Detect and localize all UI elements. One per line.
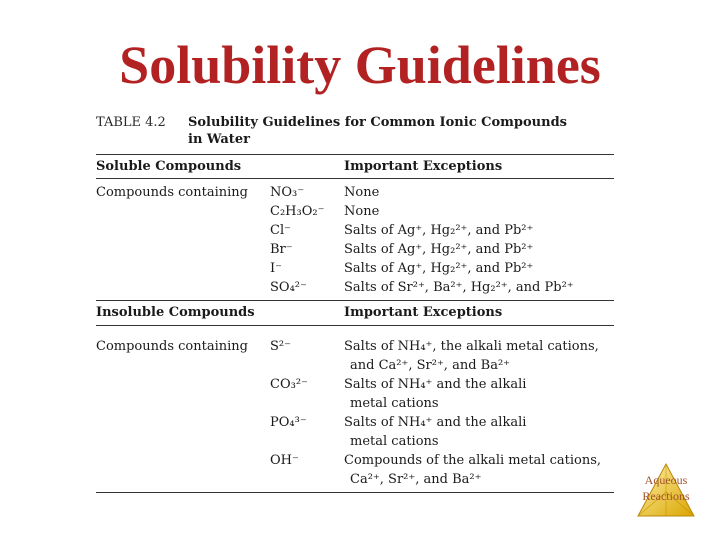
soluble-ion: Cl⁻	[270, 223, 291, 238]
table-caption-line-1: Solubility Guidelines for Common Ionic Compounds	[188, 115, 567, 130]
insoluble-exception-continued: Ca²⁺, Sr²⁺, and Ba²⁺	[350, 472, 482, 487]
insoluble-exception: Compounds of the alkali metal cations,	[344, 453, 601, 468]
soluble-exceptions-header: Important Exceptions	[344, 159, 503, 174]
badge-label-line-2: Reactions	[642, 489, 690, 503]
soluble-ion: I⁻	[270, 261, 282, 276]
soluble-header: Soluble Compounds	[96, 159, 242, 174]
soluble-group-label: Compounds containing	[96, 185, 248, 200]
badge-label-line-1: Aqueous	[644, 473, 688, 487]
table-rule-insoluble-header	[96, 325, 614, 326]
table-rule-top	[96, 154, 614, 155]
badge-label[interactable]	[630, 472, 702, 504]
insoluble-header: Insoluble Compounds	[96, 305, 255, 320]
table-rule-middle	[96, 300, 614, 301]
insoluble-ion: PO₄³⁻	[270, 415, 307, 430]
soluble-ion: Br⁻	[270, 242, 293, 257]
insoluble-ion: CO₃²⁻	[270, 377, 308, 392]
insoluble-exception: Salts of NH₄⁺ and the alkali	[344, 415, 527, 430]
table-caption	[96, 114, 567, 147]
slide-title: Solubility Guidelines	[119, 35, 601, 95]
soluble-exception: Salts of Ag⁺, Hg₂²⁺, and Pb²⁺	[344, 223, 534, 238]
soluble-exception: Salts of Ag⁺, Hg₂²⁺, and Pb²⁺	[344, 242, 534, 257]
table-rule-bottom	[96, 492, 614, 493]
insoluble-exception-continued: metal cations	[350, 434, 439, 449]
soluble-exception: None	[344, 185, 380, 200]
soluble-exception: Salts of Sr²⁺, Ba²⁺, Hg₂²⁺, and Pb²⁺	[344, 280, 574, 295]
insoluble-ion: OH⁻	[270, 453, 299, 468]
insoluble-group-label: Compounds containing	[96, 339, 248, 354]
soluble-exception: Salts of Ag⁺, Hg₂²⁺, and Pb²⁺	[344, 261, 534, 276]
insoluble-exception-continued: and Ca²⁺, Sr²⁺, and Ba²⁺	[350, 358, 511, 373]
insoluble-exception: Salts of NH₄⁺ and the alkali	[344, 377, 527, 392]
soluble-ion: C₂H₃O₂⁻	[270, 204, 325, 219]
soluble-ion: NO₃⁻	[270, 185, 305, 200]
soluble-ion: SO₄²⁻	[270, 280, 307, 295]
table-caption-line-2: in Water	[188, 132, 250, 147]
insoluble-exceptions-header: Important Exceptions	[344, 305, 503, 320]
insoluble-exception-continued: metal cations	[350, 396, 439, 411]
insoluble-exception: Salts of NH₄⁺, the alkali metal cations,	[344, 339, 599, 354]
insoluble-ion: S²⁻	[270, 339, 291, 354]
soluble-exception: None	[344, 204, 380, 219]
table-rule-soluble-header	[96, 178, 614, 179]
table-number: TABLE 4.2	[96, 115, 166, 130]
